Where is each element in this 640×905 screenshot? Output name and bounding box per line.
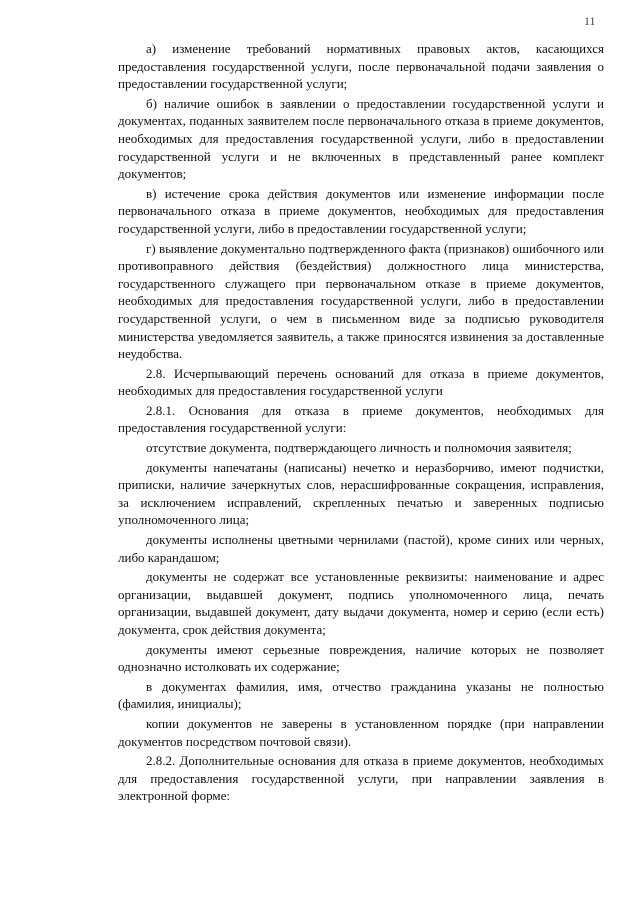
refusal-ground-1: отсутствие документа, подтверждающего личность и полномочия заявителя; xyxy=(146,440,572,456)
refusal-ground-4: документы не содержат все установленные реквизиты: наименование и адрес организации, выдавшей документ, подпись уполномоченного лица, печать организации, выдавшей документ, дату выдачи документа, номер и серию (если есть) документа, срок действия документа; xyxy=(118,569,604,637)
refusal-ground-5: документы имеют серьезные повреждения, наличие которых не позволяет однозначно истолковать их содержание; xyxy=(118,641,604,675)
section-2-8-heading: 2.8. Исчерпывающий перечень оснований для отказа в приеме документов, необходимых для предоставления государственной услуги xyxy=(118,365,604,399)
body-text xyxy=(118,40,604,807)
paragraph-v: в) истечение срока действия документов или изменение информации после первоначального отказа в приеме документов, необходимых для предоставления государственной услуги, либо в предоставлении государственной услуги; xyxy=(118,185,604,236)
section-2-8-2-heading: 2.8.2. Дополнительные основания для отказа в приеме документов, необходимых для предоставления государственной услуги, при направлении заявления в электронной форме: xyxy=(118,753,604,804)
refusal-ground-2: документы напечатаны (написаны) нечетко и неразборчиво, имеют подчистки, приписки, наличие зачеркнутых слов, нерасшифрованные сокращения, исправления, за исключением исправлений, скрепленных печатью и заверенных подписью уполномоченного лица; xyxy=(118,459,604,528)
page-number: 11 xyxy=(584,14,596,28)
paragraph-b: б) наличие ошибок в заявлении о предоставлении государственной услуги и документах, поданных заявителем после первоначального отказа в приеме документов, необходимых для предоставления государственной услуги, либо в предоставлении государственной услуги и не включенных в представленный ранее комплект документов; xyxy=(118,95,604,182)
paragraph-g: г) выявление документально подтвержденного факта (признаков) ошибочного или противоправного действия (бездействия) должностного лица министерства, государственного служащего при первоначальном отказе в приеме документов, необходимых для предоставления государственной услуги, либо в предоставлении государственной услуги, о чем в письменном виде за подписью руководителя министерства уведомляется заявитель, а также приносятся извинения за доставленные неудобства. xyxy=(118,240,604,362)
refusal-ground-7: копии документов не заверены в установленном порядке (при направлении документов посредством почтовой связи). xyxy=(118,715,604,749)
paragraph-a: а) изменение требований нормативных правовых актов, касающихся предоставления государственной услуги, после первоначальной подачи заявления о предоставлении государственной услуги; xyxy=(118,41,604,92)
section-2-8-1-heading: 2.8.1. Основания для отказа в приеме документов, необходимых для предоставления государственной услуги: xyxy=(118,402,604,436)
refusal-ground-6: в документах фамилия, имя, отчество гражданина указаны не полностью (фамилия, инициалы); xyxy=(118,678,604,712)
refusal-ground-3: документы исполнены цветными чернилами (пастой), кроме синих или черных, либо карандашом; xyxy=(118,532,604,565)
